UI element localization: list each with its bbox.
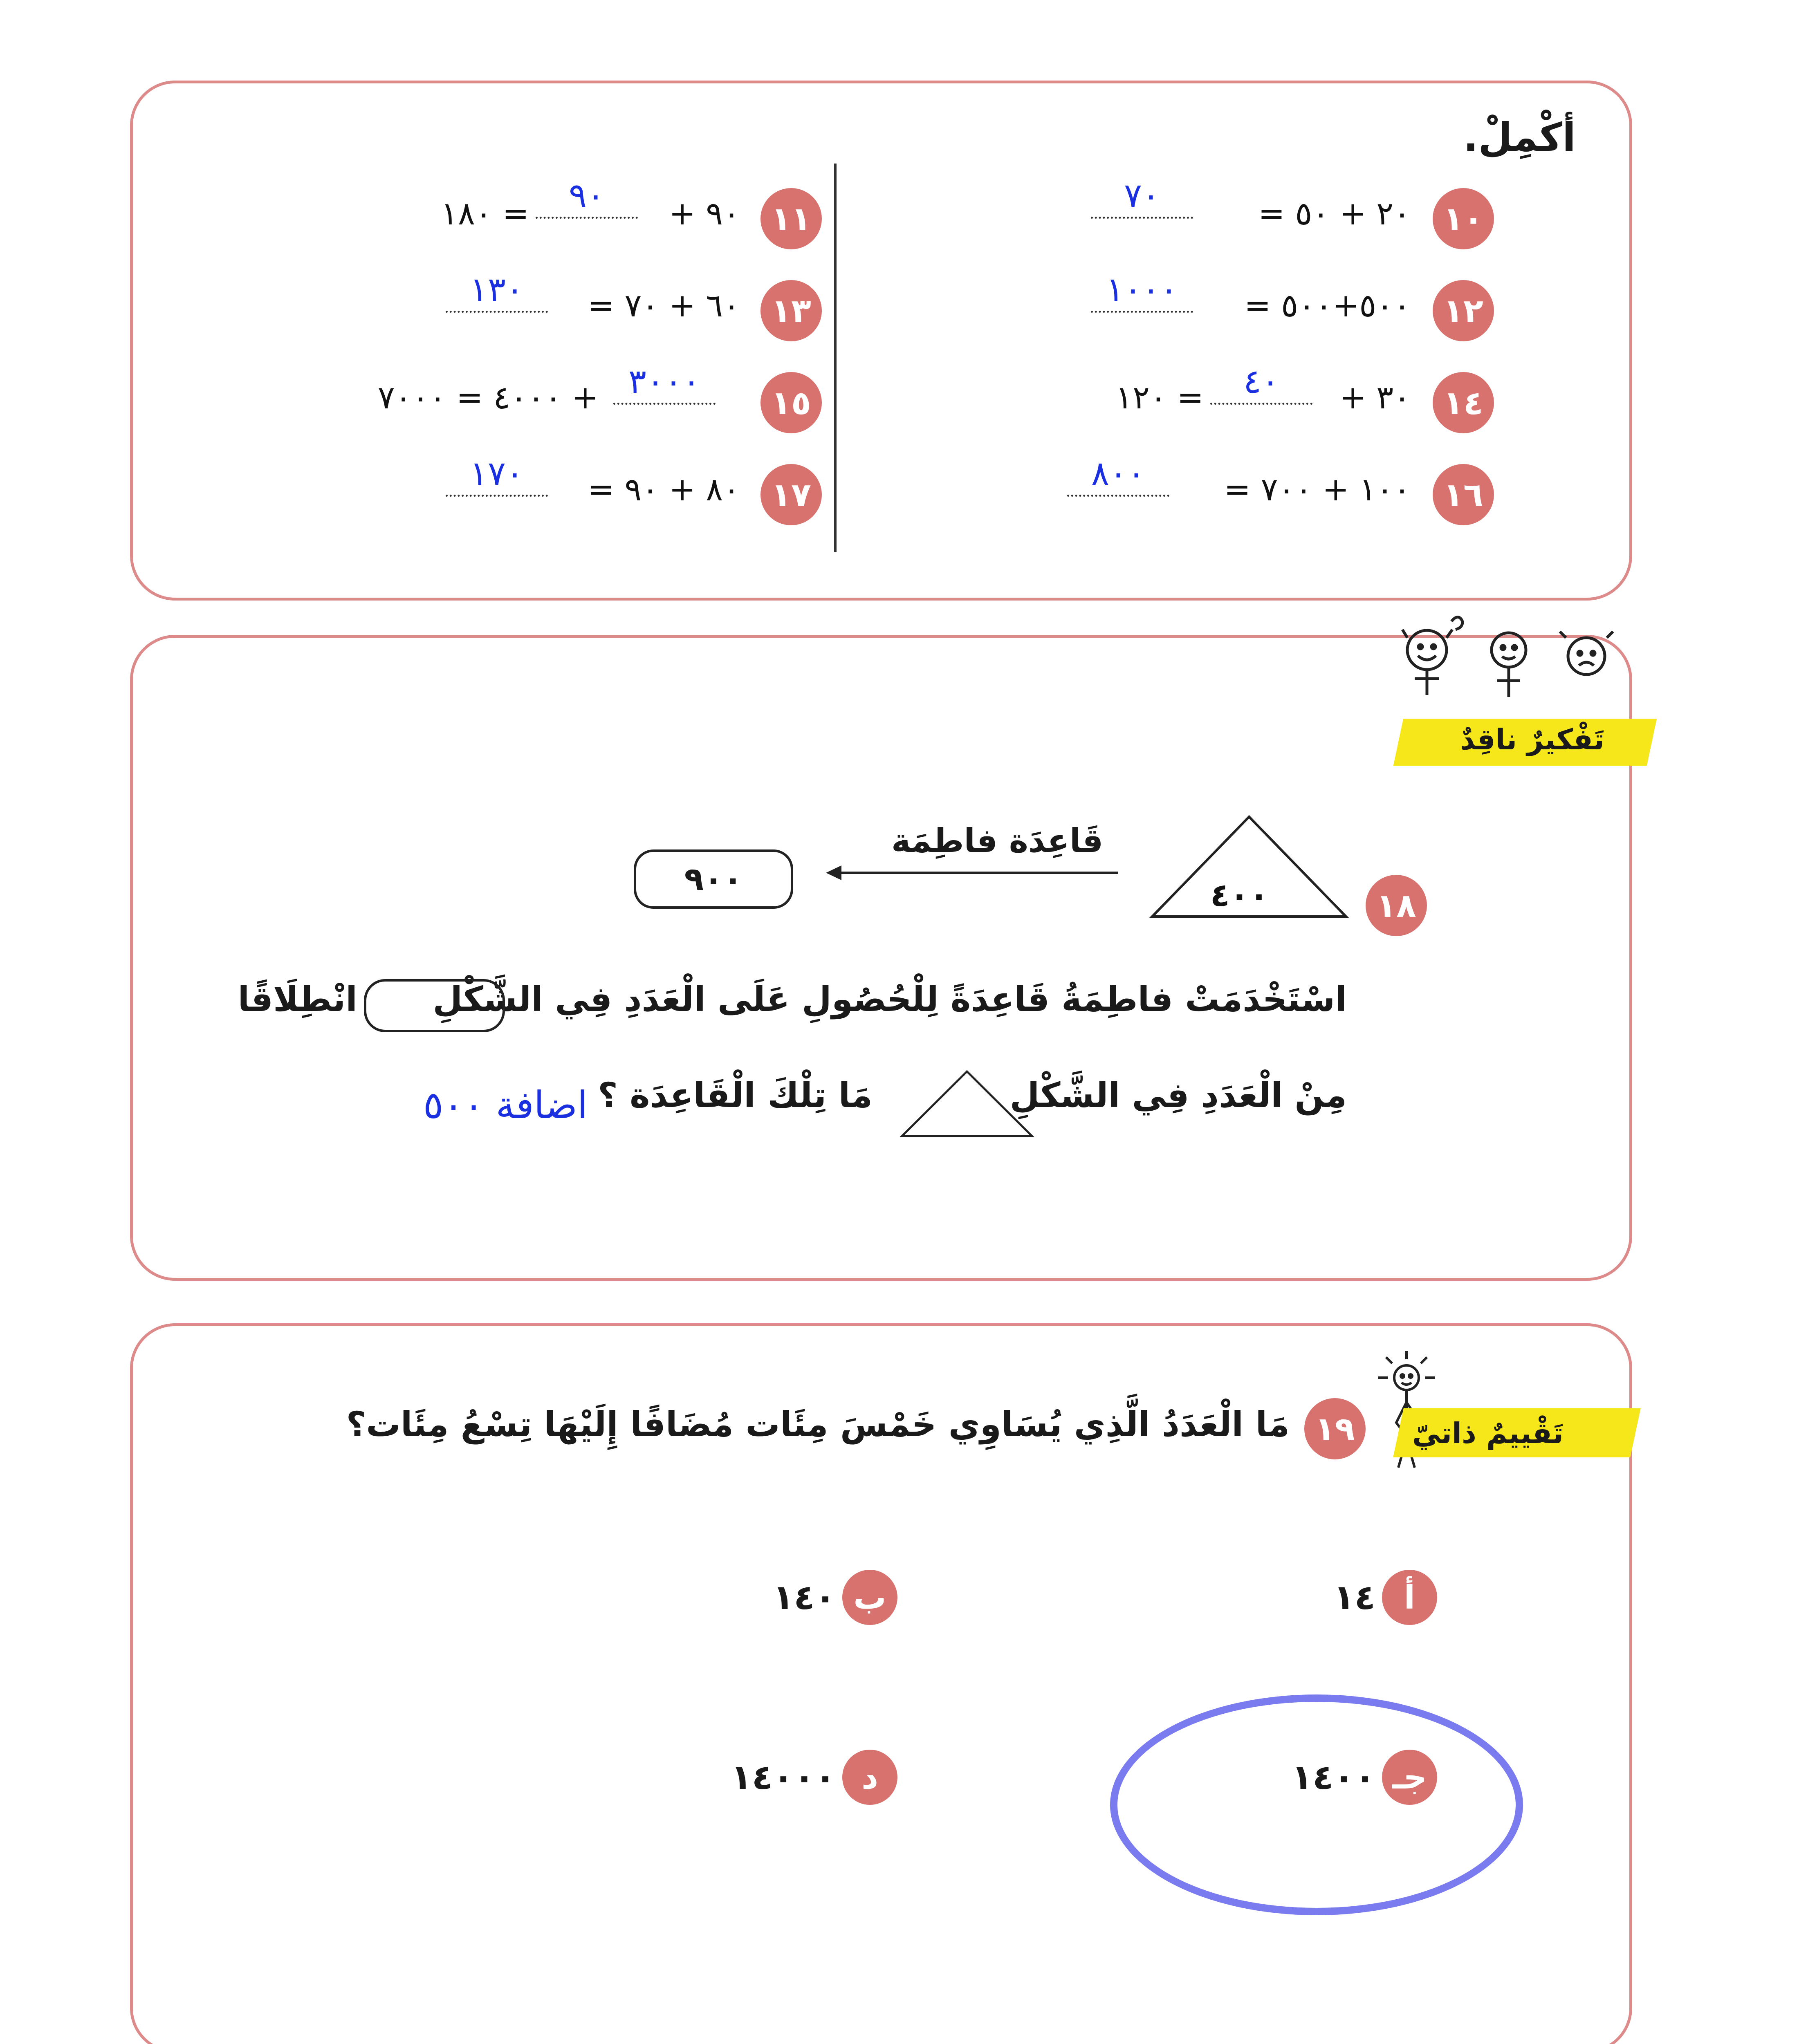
item-badge-10: ١٠ [1433,188,1494,249]
item-badge-14: ١٤ [1433,372,1494,433]
option-badge-a[interactable]: أ [1382,1570,1437,1625]
answer-field-14[interactable] [1210,362,1312,405]
answer-field-15[interactable] [613,362,716,405]
inline-rounded-box-shape [364,979,505,1032]
equation-16: ١٠٠ + ٧٠٠ = [1224,471,1411,508]
equation-13: ٦٠ + ٧٠ = [588,287,740,324]
answer-field-12[interactable] [1091,270,1193,313]
result-box [634,849,793,909]
column-divider [834,164,837,552]
answer-field-13[interactable] [446,270,548,313]
answer-10: ٧٠ [1124,176,1160,215]
answer-16: ٨٠٠ [1091,454,1146,493]
answer-field-10[interactable] [1091,176,1193,219]
item-badge-19: ١٩ [1304,1398,1366,1459]
selected-answer-circle [1110,1694,1523,1915]
answer-field-16[interactable] [1067,454,1169,497]
triangle-value: ٤٠٠ [1210,877,1269,914]
equation-11-left: = ١٨٠ [441,195,529,232]
result-box-value: ٩٠٠ [684,861,743,898]
item-badge-11: ١١ [760,188,822,249]
option-value-a: ١٤ [1333,1577,1375,1617]
answer-17: ١٧٠ [469,454,524,493]
option-badge-b[interactable]: ب [842,1570,897,1625]
answer-14: ٤٠ [1243,362,1280,401]
item-badge-15: ١٥ [760,372,822,433]
rule-arrow [822,861,1120,885]
question-18-line1: اسْتَخْدَمَتْ فاطِمَةُ قَاعِدَةً لِلْحُصُولِ عَلَى الْعَدَدِ فِي الشَّكْلِ [433,979,1347,1019]
equation-15-left: + ٤٠٠٠ = ٧٠٠٠ [377,379,599,416]
rule-arrow-label: قَاعِدَة فاطِمَة [891,822,1104,860]
section-title-complete: أكْمِلْ. [1463,114,1576,160]
equation-14-left: = ١٢٠ [1115,379,1204,416]
answer-11: ٩٠ [568,176,605,215]
thinking-faces-icon [1386,613,1631,707]
self-assessment-label: تَقْييمٌ ذاتيّ [1412,1416,1564,1450]
item-badge-13: ١٣ [760,280,822,341]
answer-field-17[interactable] [446,454,548,497]
item-badge-18: ١٨ [1366,875,1427,936]
question-18-line2-end: مَا تِلْكَ الْقَاعِدَة ؟ [598,1075,873,1115]
answer-15: ٣٠٠٠ [628,362,701,401]
item-badge-12: ١٢ [1433,280,1494,341]
answer-field-11[interactable] [536,176,638,219]
answer-12: ١٠٠٠ [1106,270,1178,309]
option-value-d: ١٤٠٠٠ [731,1757,836,1797]
question-19: مَا الْعَدَدُ الَّذِي يُسَاوِي خَمْسَ مِئَات مُضَافًا إِلَيْهَا تِسْعُ مِئَات؟ [346,1404,1290,1444]
option-value-b: ١٤٠ [773,1577,836,1617]
critical-thinking-label: تَفْكيرٌ ناقِدٌ [1460,723,1604,756]
question-18-line1-end: انْطِلَاقًا [238,979,357,1019]
equation-17: ٨٠ + ٩٠ = [588,471,740,508]
equation-14-right: ٣٠ + [1339,379,1411,416]
exercise-panel-complete [130,81,1632,601]
answer-13: ١٣٠ [469,270,524,309]
item-badge-17: ١٧ [760,464,822,525]
equation-11-right: ٩٠ + [669,195,740,232]
inline-triangle-shape [900,1069,1034,1139]
item-badge-16: ١٦ [1433,464,1494,525]
question-18-line2-start: مِنْ الْعَدَدِ فِي الشَّكْلِ [1009,1075,1347,1115]
option-badge-c[interactable]: جـ [1382,1750,1437,1805]
answer-18: اضافة ٥٠٠ [423,1083,588,1127]
option-badge-d[interactable]: د [842,1750,897,1805]
equation-12: ٥٠٠+٥٠٠ = [1244,287,1411,324]
option-value-c: ١٤٠٠ [1291,1757,1375,1797]
equation-10: ٢٠ + ٥٠ = [1258,195,1411,232]
